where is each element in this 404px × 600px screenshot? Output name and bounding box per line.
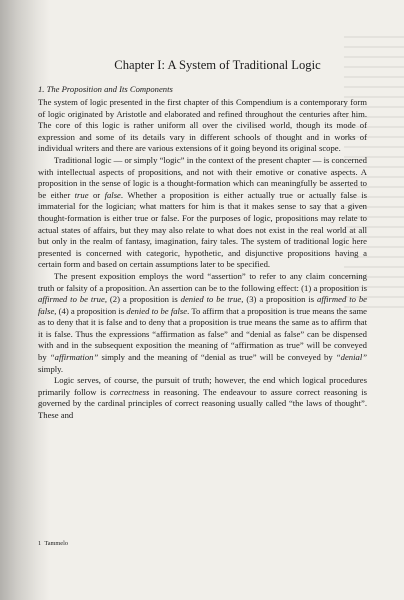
text-run: simply. [38,363,64,374]
emphasis-text: affirmed to be false [38,294,368,316]
chapter-title: Chapter I: A System of Traditional Logic [114,58,321,72]
emphasis-text: affirmed to be true [38,294,105,305]
emphasis-text: denied to be false [126,305,188,316]
paragraph-2 [38,155,367,271]
text-run: in reasoning. The endeavour to assure correct reasoning is governed by the cardinal principles of correct reasoning usually called “the laws of thought”. These and [38,386,367,421]
text-run: or [88,189,105,200]
text-run: simply and the meaning of “denial as true” will be conveyed by [98,352,336,363]
body-text [38,97,367,422]
text-run: . To affirm that a proposition is true means the same as to deny that it is false and to deny that a proposition is true means the same as to affirm that it is false. Thus the expressions “affirmation as false” and “denial as false” can be dispensed with and in the subsequent exposition the meaning of “affirmation as true” will be conveyed by [38,305,367,363]
text-run: The system of logic presented in the first chapter of this Compendium is a contemporary form of logic originated by Aristotle and elaborated and refined throughout the centuries after him. The core of this logic is rather uniform all over the civilised world, though its mode of expression and some of its details vary in different schools of thought and in works of individual writers and there are various extensions of it going beyond its original scope. [38,97,367,154]
footnote-text: Tammelo [44,540,69,547]
emphasis-text: false [104,189,121,200]
section-number: 1. [38,84,45,94]
emphasis-text: correctness [109,386,150,397]
emphasis-text: true [74,189,89,200]
text-run: The present exposition employs the word “assertion” to refer to any claim concerning truth or falsity of a proposition. An assertion can be to the following effect: (1) a proposition is [38,270,367,293]
text-run: , (2) a proposition is [104,294,181,305]
text-run: Logic serves, of course, the pursuit of truth; however, the end which logical procedures primarily follow is [38,375,367,397]
footnote [38,540,68,548]
footnote-marker: 1 [38,540,42,547]
text-run: , (3) a proposition is [241,294,318,305]
text-run: . Whether a proposition is either actually true or actually false is immaterial for the logician; what matters for him is that it makes sense to say that a given thought-formation is either true or false. For the purposes of logic, propositions may relate to actual states of affairs, but they may also relate to what does not exist in the real world at all but only in the realm of fantasy, imagination, fairy tales. The system of traditional logic here presented is concerned with categoric, hypothetic, and disjunctive propositions having a certain form and based on certain assumptions later to be specified. [38,189,368,270]
paragraph-1 [38,97,367,155]
text-run: Traditional logic — or simply “logic” in the context of the present chapter — is concerned with intellectual aspects of propositions, and not with their emotive or conative aspects. A proposition in the sense of logic is a thought-formation which can meaningfully be asserted to be either [38,154,367,200]
emphasis-text: “affirmation” [49,352,99,363]
paragraph-3 [38,271,367,375]
paragraph-4 [38,375,367,421]
emphasis-text: “denial” [335,352,368,363]
emphasis-text: denied to be true [180,294,242,305]
text-run: , (4) a proposition is [54,305,127,316]
section-title: The Proposition and Its Components [46,84,173,94]
section-heading [38,84,173,95]
